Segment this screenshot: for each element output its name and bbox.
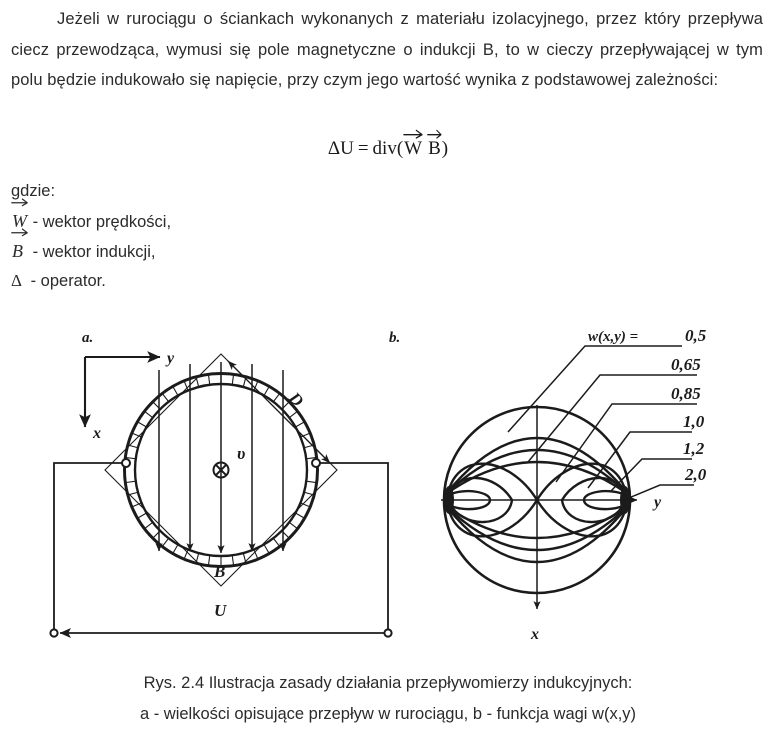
legend-item-operator — [11, 266, 431, 296]
figure-2-4 — [0, 322, 776, 662]
display-formula — [0, 138, 776, 160]
legend-symbol-b-base: B — [12, 241, 23, 261]
contour-label-2-0: 2,0 — [685, 465, 707, 484]
symbol-legend-list — [11, 176, 431, 296]
diameter-label: D — [285, 388, 308, 411]
formula-close-paren: ) — [441, 138, 449, 159]
velocity-symbol — [214, 444, 246, 478]
terminal-right — [384, 629, 391, 636]
formula-lhs: ΔU — [327, 138, 354, 159]
legend-symbol-delta: Δ — [11, 271, 22, 290]
induction-label: B — [214, 562, 226, 581]
electrode-left — [122, 459, 130, 467]
voltage-label: U — [214, 601, 227, 620]
legend-text-induction: - wektor indukcji, — [28, 243, 156, 261]
electrode-right — [312, 459, 320, 467]
contour-label-0-85: 0,85 — [671, 384, 701, 403]
velocity-label: υ — [237, 444, 246, 463]
contour-value-labels — [588, 326, 707, 484]
legend-item-induction — [11, 236, 431, 266]
legend-text-velocity: - wektor prędkości, — [28, 213, 172, 231]
formula-vector-w-base: W — [404, 138, 423, 159]
legend-intro: gdzie: — [11, 182, 56, 200]
panel-a-axis-y-label: y — [167, 350, 175, 367]
figure-caption — [0, 668, 776, 730]
contour-label-1-2: 1,2 — [683, 439, 705, 458]
figure-canvas — [0, 322, 776, 662]
legend-symbol-w — [11, 206, 28, 237]
lead-wire-left — [54, 463, 122, 630]
vector-arrow-icon — [403, 128, 423, 138]
legend-text-operator: - operator. — [26, 272, 106, 290]
contour-label-0-5: 0,5 — [685, 326, 707, 345]
panel-a-axes — [85, 350, 175, 442]
leader-0-5 — [508, 346, 682, 432]
formula-div-open: div( — [372, 138, 404, 159]
formula-vector-b — [427, 138, 442, 160]
weight-function-label: w(x,y) = — [588, 329, 639, 345]
formula-vector-w — [403, 138, 423, 160]
panel-a-axis-x-label: x — [93, 425, 101, 442]
panel-b-axis-x-label: x — [531, 626, 539, 643]
caption-line-1: Rys. 2.4 Ilustracja zasady działania przepływomierzy indukcyjnych: — [143, 674, 633, 692]
legend-symbol-b — [11, 236, 28, 267]
panel-b — [389, 326, 707, 643]
panel-a — [50, 330, 391, 637]
panel-b-axis-y-label: y — [654, 494, 662, 511]
vector-arrow-icon — [427, 128, 442, 138]
contour-node-left — [444, 486, 454, 514]
paragraph-intro: Jeżeli w rurociągu o ściankach wykonanych z materiału izolacyjnego, przez który przepływa ciecz przewodząca, wymusi się pole magnetyczne o indukcji B, to w cieczy przepływającej w tym polu będzie indukowało się napięcie, przy czym jego wartość wynika z podstawowej zależności: — [11, 10, 763, 89]
panel-a-label: a. — [82, 330, 94, 346]
lead-wire-right — [320, 463, 388, 630]
contour-label-1-0: 1,0 — [683, 412, 705, 431]
legend-item-velocity — [11, 206, 431, 236]
contour-label-0-65: 0,65 — [671, 355, 701, 374]
caption-line-2: a - wielkości opisujące przepływ w rurociągu, b - funkcja wagi w(x,y) — [139, 705, 637, 723]
formula-equals: = — [357, 138, 369, 159]
terminal-left — [50, 629, 57, 636]
panel-b-label: b. — [389, 330, 401, 346]
legend-symbol-w-base: W — [12, 211, 27, 231]
body-text-block — [11, 4, 763, 96]
formula-vector-b-base: B — [428, 138, 441, 159]
